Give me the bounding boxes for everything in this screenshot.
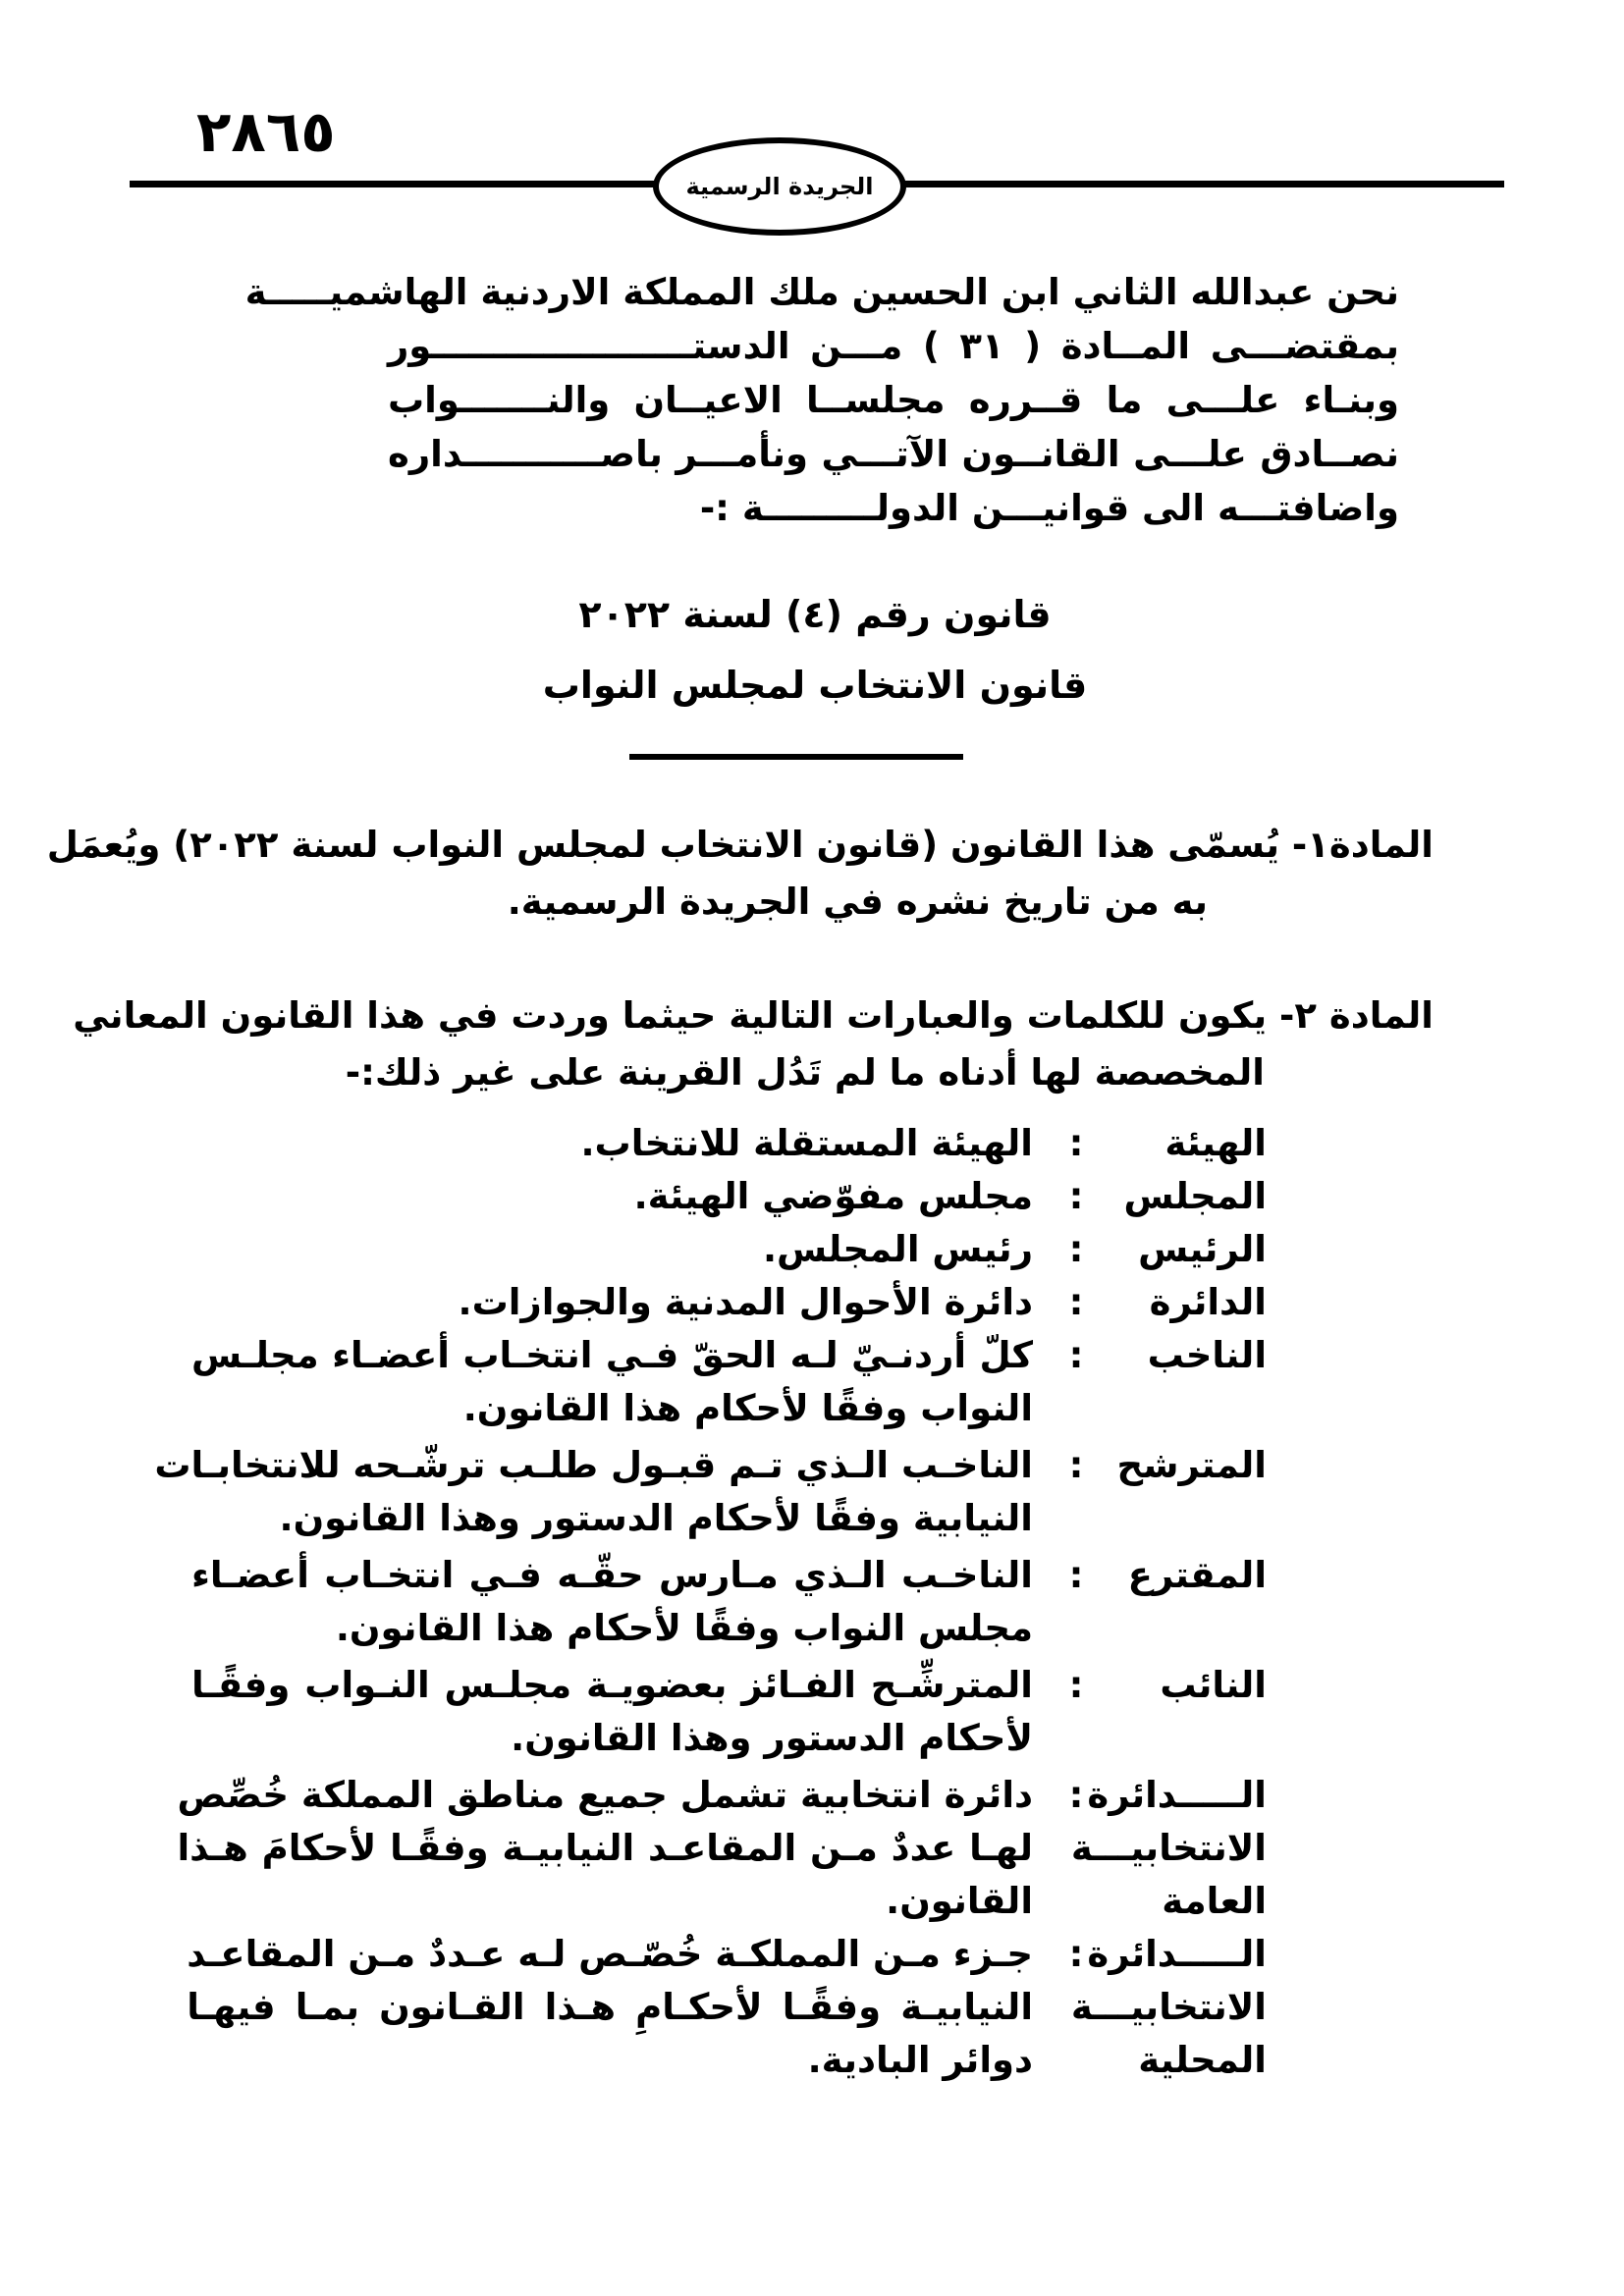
- definition-term: [1119, 1117, 1267, 1170]
- preamble-line: نحن عبدالله الثاني ابن الحسين ملك المملكة الاردنية الهاشميـــــة: [244, 271, 1399, 313]
- definition-line: القانون.: [886, 1880, 1033, 1922]
- definition-term: [1119, 1223, 1267, 1276]
- definition-term-line: الهيئة: [1164, 1122, 1267, 1164]
- definition-term-line: الرئيس: [1138, 1228, 1267, 1270]
- definition-colon: :: [1068, 1175, 1084, 1217]
- definition-row: [191, 1329, 1267, 1435]
- definition-term: [1119, 1659, 1267, 1765]
- preamble-line: واضافتـــه الى قوانيـــن الدولـــــــــة :-: [699, 487, 1399, 529]
- definition-line: جـزء مـن المملكـة خُصّـص لـه عـددٌ مـن المقاعـد: [187, 1933, 1033, 1975]
- title-divider: [629, 754, 963, 760]
- definition-row: [191, 1276, 1267, 1329]
- definition-line: المترشِّـح الفـائز بعضويـة مجلـس النـواب وفقًـا: [191, 1664, 1033, 1706]
- page-number: ٢٨٦٥: [196, 98, 336, 165]
- definition-term: [1119, 1329, 1267, 1435]
- definition-line: الناخـب الـذي مـارس حقّـه فـي انتخـاب أعضـاء: [191, 1554, 1033, 1596]
- royal-preamble: [244, 265, 1399, 535]
- definition-colon: :: [1068, 1444, 1084, 1486]
- definition-line: الهيئة المستقلة للانتخاب.: [580, 1122, 1033, 1164]
- definition-term-line: المجلس: [1123, 1175, 1267, 1217]
- article-1-line: المادة١- يُسمّى هذا القانون (قانون الانتخاب لمجلس النواب لسنة ٢٠٢٢) ويُعمَل: [46, 824, 1434, 866]
- definition-row: [191, 1549, 1267, 1655]
- definition-colon: :: [1068, 1281, 1084, 1323]
- definition-term: [1119, 1549, 1267, 1655]
- definition-term: [1070, 1769, 1267, 1928]
- definition-term-line: الـــــدائرة: [1087, 1933, 1267, 1975]
- definition-term-line: الانتخابيـــة: [1070, 1827, 1267, 1869]
- definition-colon: :: [1068, 1554, 1084, 1596]
- definition-text: [191, 1170, 1033, 1223]
- definition-text: [187, 1928, 1033, 2087]
- definition-text: [191, 1223, 1033, 1276]
- definition-colon: :: [1068, 1933, 1084, 1975]
- definition-line: الناخـب الـذي تـم قبـول طلـب ترشّـحه للانتخابـات: [154, 1444, 1033, 1486]
- definitions-list: [154, 1117, 1267, 2087]
- definition-line: النواب وفقًا لأحكام هذا القانون.: [462, 1387, 1033, 1429]
- definition-row: [191, 1223, 1267, 1276]
- article-2-line: المخصصة لها أدناه ما لم تَدُل القرينة على غير ذلك:-: [345, 1051, 1265, 1094]
- article-2: [73, 988, 1434, 1101]
- definition-colon: :: [1068, 1774, 1084, 1816]
- article-1-line: به من تاريخ نشره في الجريدة الرسمية.: [507, 881, 1208, 923]
- definition-term: [1119, 1170, 1267, 1223]
- article-2-line: المادة ٢- يكون للكلمات والعبارات التالية حيثما وردت في هذا القانون المعاني: [73, 994, 1434, 1037]
- definition-term: [1116, 1439, 1267, 1545]
- definition-text: [177, 1769, 1033, 1928]
- definition-line: مجلس مفوّضي الهيئة.: [633, 1175, 1033, 1217]
- definition-row: [191, 1117, 1267, 1170]
- definition-line: دوائر البادية.: [807, 2039, 1033, 2081]
- law-name: قانون الانتخاب لمجلس النواب: [542, 664, 1088, 707]
- definition-text: [191, 1276, 1033, 1329]
- definition-term-line: المقترع: [1127, 1554, 1267, 1596]
- preamble-line: بمقتضـــى المــادة ( ٣١ ) مـــن الدستـــــــــــــــــــــور: [388, 325, 1399, 367]
- definition-line: النيابية وفقًا لأحكام الدستور وهذا القانون.: [279, 1497, 1033, 1539]
- definition-line: كلّ أردنـيّ لـه الحقّ فـي انتخـاب أعضـاء مجلـس: [191, 1334, 1033, 1376]
- definition-row: [191, 1170, 1267, 1223]
- definition-row: [187, 1928, 1267, 2087]
- definition-text: [191, 1659, 1033, 1765]
- definition-colon: :: [1068, 1228, 1084, 1270]
- article-1: [46, 817, 1434, 931]
- definition-text: [191, 1549, 1033, 1655]
- law-number: قانون رقم (٤) لسنة ٢٠٢٢: [578, 593, 1052, 636]
- definition-text: [154, 1439, 1033, 1545]
- preamble-line: نصــادق علـــى القانــون الآتـــي ونأمـــر باصـــــــــــداره: [388, 433, 1399, 475]
- definition-term: [1070, 1928, 1267, 2087]
- definition-colon: :: [1068, 1122, 1084, 1164]
- definition-term-line: المترشح: [1116, 1444, 1267, 1486]
- definition-line: دائرة الأحوال المدنية والجوازات.: [458, 1281, 1033, 1323]
- definition-text: [191, 1117, 1033, 1170]
- definition-line: رئيس المجلس.: [763, 1228, 1033, 1270]
- definition-row: [154, 1439, 1267, 1545]
- definition-term-line: العامة: [1162, 1880, 1267, 1922]
- definition-term-line: الناخب: [1147, 1334, 1267, 1376]
- definition-term: [1119, 1276, 1267, 1329]
- definition-line: مجلس النواب وفقًا لأحكام هذا القانون.: [335, 1607, 1033, 1649]
- definition-row: [191, 1659, 1267, 1765]
- definition-term-line: المحلية: [1138, 2039, 1267, 2081]
- definition-line: دائرة انتخابية تشمل جميع مناطق المملكة خُصِّص: [177, 1774, 1033, 1816]
- definition-row: [177, 1769, 1267, 1928]
- definition-term-line: النائب: [1160, 1664, 1267, 1706]
- gazette-name-oval: [653, 137, 906, 236]
- definition-text: [191, 1329, 1033, 1435]
- definition-colon: :: [1068, 1664, 1084, 1706]
- preamble-line: وبنـاء علـــى ما قــرره مجلســا الاعيــان والنـــــــواب: [388, 379, 1399, 421]
- definition-line: لهـا عددٌ مـن المقاعـد النيابيـة وفقًـا لأحكامَ هـذا: [177, 1827, 1033, 1869]
- definition-term-line: الدائرة: [1149, 1281, 1267, 1323]
- definition-term-line: الانتخابيـــة: [1070, 1986, 1267, 2028]
- gazette-name: الجريدة الرسمية: [685, 173, 874, 200]
- definition-line: النيابيـة وفقًـا لأحكـامِ هـذا القـانون بمـا فيهـا: [187, 1986, 1033, 2028]
- definition-term-line: الـــــدائرة: [1087, 1774, 1267, 1816]
- definition-line: لأحكام الدستور وهذا القانون.: [511, 1717, 1033, 1759]
- definition-colon: :: [1068, 1334, 1084, 1376]
